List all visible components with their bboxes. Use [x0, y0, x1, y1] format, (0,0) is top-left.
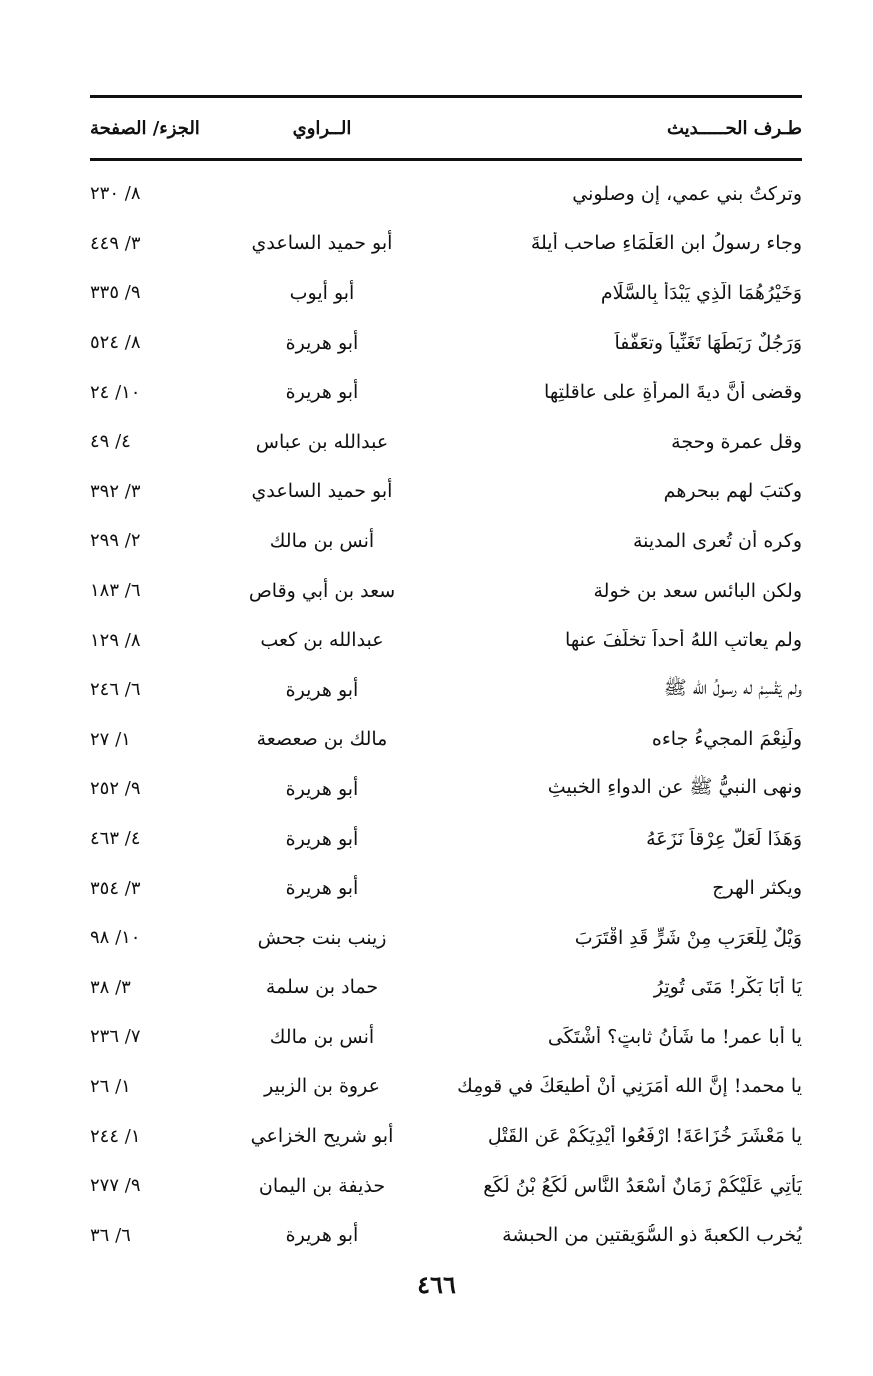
volume-page: ٣/ ٣٨: [90, 976, 131, 998]
narrator: حذيفة بن اليمان: [258, 1174, 386, 1197]
table-header: [90, 98, 802, 158]
page-number: ٤٦٦: [417, 1270, 456, 1299]
volume-page: ٣/ ٣٥٤: [90, 877, 141, 899]
volume-page: ٣/ ٤٤٩: [90, 232, 141, 254]
table-row: [90, 417, 802, 467]
volume-page: ٣/ ٣٩٢: [90, 480, 141, 502]
volume-page: ١/ ٢٧: [90, 728, 131, 750]
hadith-text: وتركتُ بني عمي، إن وصلوني: [572, 182, 802, 205]
volume-page: ١/ ٢٦: [90, 1075, 131, 1097]
hadith-text: وَرَجُلٌ رَبَطَهَا تَغَنِّياً وتعَفُّفاً: [614, 331, 802, 354]
table-row: [90, 268, 802, 318]
header-narrator: الــراوي: [292, 117, 352, 139]
narrator: أنس بن مالك: [269, 1025, 375, 1048]
table-row: [90, 318, 802, 368]
hadith-text: وكره أن تُعرى المدينة: [632, 529, 802, 552]
narrator: أبو هريرة: [285, 331, 359, 354]
table-row: [90, 913, 802, 963]
volume-page: ٦/ ٢٤٦: [90, 679, 141, 701]
hadith-text: ويكثر الهرج: [712, 877, 802, 900]
narrator: أبو شريح الخزاعي: [250, 1125, 394, 1148]
volume-page: ١٠/ ٢٤: [90, 381, 141, 403]
volume-page: ٨/ ١٢٩: [90, 629, 141, 651]
hadith-text: وَيْلٌ لِلْعَرَبِ مِنْ شَرٍّ قَدِ اقْتَرَبَ: [574, 926, 802, 949]
hadith-text: يَا أَبَا بَكْرٍ! مَتَى تُوتِرُ: [653, 976, 802, 999]
table-row: [90, 963, 802, 1013]
hadith-text: ولم يعاتبِ اللهُ أحداً تخلَّفَ عنها: [565, 629, 802, 652]
narrator: سعد بن أبي وقاص: [248, 579, 396, 602]
narrator: أبو هريرة: [285, 777, 359, 800]
narrator: أبو هريرة: [285, 877, 359, 900]
volume-page: ٨/ ٥٢٤: [90, 332, 141, 354]
hadith-text: يَأْتِي عَلَيْكُمْ زَمَانٌ أَسْعَدُ النَّاسِ لُكَعُ بْنُ لُكَعٍ: [483, 1174, 802, 1197]
header-volume-page: الجزء/ الصفحة: [90, 117, 200, 139]
narrator: أبو حميد الساعدي: [251, 480, 393, 503]
narrator: أبو هريرة: [285, 678, 359, 701]
narrator: أنس بن مالك: [269, 529, 375, 552]
hadith-text: يا أبا عمر! ما شَأْنُ ثابتٍ؟ أَشْتَكَى: [547, 1025, 802, 1048]
hadith-text: وقل عمرة وحجة: [671, 430, 802, 453]
narrator: زينب بنت جحش: [257, 926, 387, 949]
narrator: عروة بن الزبير: [264, 1075, 380, 1098]
narrator: حماد بن سلمة: [265, 976, 379, 999]
volume-page: ٨/ ٢٣٠: [90, 183, 141, 205]
volume-page: ٧/ ٢٣٦: [90, 1026, 141, 1048]
table-row: [90, 615, 802, 665]
hadith-text: يا مَعْشَرَ خُزَاعَةَ! ارْفَعُوا أَيْدِيَكُمْ عَنِ القَتْلِ: [487, 1125, 802, 1148]
volume-page: ٦/ ١٨٣: [90, 580, 141, 602]
table-row: [90, 1062, 802, 1112]
narrator: مالك بن صعصعة: [256, 728, 388, 751]
hadith-text: وجاء رسولُ ابنِ العَلْمَاءِ صاحب أيلةَ: [530, 232, 802, 255]
table-row: [90, 1012, 802, 1062]
table-row: [90, 764, 802, 814]
table-row: [90, 863, 802, 913]
hadith-text: وَخَيْرُهُمَا الَّذِي يَبْدَأُ بِالسَّلَامِ: [600, 281, 802, 304]
table-row: [90, 219, 802, 269]
narrator: أبو حميد الساعدي: [251, 232, 393, 255]
narrator: أبو هريرة: [285, 381, 359, 404]
volume-page: ٢/ ٢٩٩: [90, 530, 141, 552]
hadith-text: ولكن البائس سعد بن خولة: [593, 579, 802, 602]
table-row: [90, 1210, 802, 1260]
hadith-text: وكتبَ لهم ببحرِهم: [663, 480, 802, 503]
hadith-text: وقضى أنَّ ديةَ المرأةِ على عاقلتِها: [544, 381, 802, 404]
table-row: [90, 1161, 802, 1211]
index-table: [90, 95, 802, 1260]
header-rule: [90, 158, 802, 161]
volume-page: ٤/ ٤٦٣: [90, 828, 141, 850]
header-hadith-text: طـرف الحـــــديث: [666, 117, 802, 139]
table-row: [90, 169, 802, 219]
narrator: أبو أيوب: [289, 281, 355, 304]
narrator: عبدالله بن كعب: [260, 629, 384, 652]
narrator: عبدالله بن عباس: [255, 430, 389, 453]
table-body: [90, 169, 802, 1260]
volume-page: ١٠/ ٩٨: [90, 927, 141, 949]
hadith-text: ونهى النبيُّ ﷺ عن الدواءِ الخبيثِ: [547, 775, 802, 798]
hadith-text: وَهَذَا لَعَلَّ عِرْقاً نَزَعَهُ: [646, 827, 802, 850]
table-row: [90, 516, 802, 566]
volume-page: ٩/ ٣٣٥: [90, 282, 141, 304]
hadith-text: يُخرب الكعبةَ ذو السُّوَيقتين من الحبشة: [502, 1224, 802, 1247]
narrator: أبو هريرة: [285, 1224, 359, 1247]
table-row: [90, 566, 802, 616]
table-row: [90, 467, 802, 517]
table-row: [90, 715, 802, 765]
table-row: [90, 1111, 802, 1161]
table-row: [90, 814, 802, 864]
volume-page: ١/ ٢٤٤: [90, 1125, 141, 1147]
volume-page: ٤/ ٤٩: [90, 431, 131, 453]
volume-page: ٦/ ٣٦: [90, 1224, 131, 1246]
hadith-text: ولم يَقْسِمْ له رسولُ الله ﷺ: [663, 676, 802, 699]
table-row: [90, 367, 802, 417]
volume-page: ٩/ ٢٧٧: [90, 1175, 141, 1197]
hadith-text: يا محمد! إنَّ الله أَمَرَنِي أَنْ أُطيعَكَ في قومِك: [457, 1075, 802, 1098]
volume-page: ٩/ ٢٥٢: [90, 778, 141, 800]
hadith-text: ولَنِعْمَ المجيءُ جاءه: [651, 728, 802, 751]
table-row: [90, 665, 802, 715]
narrator: أبو هريرة: [285, 827, 359, 850]
